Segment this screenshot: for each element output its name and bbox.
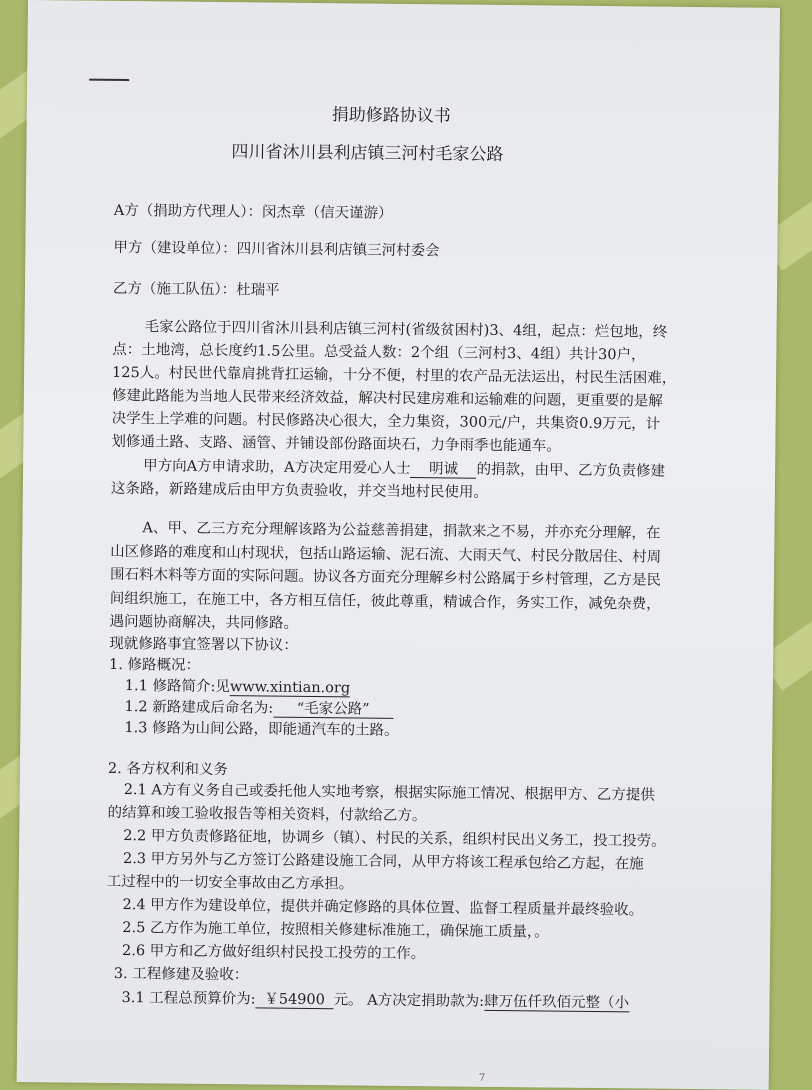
agreement-intro: 现就修路事宜签署以下协议： — [109, 635, 298, 654]
section1-2-label: 1.2 新路建成后命名为: — [124, 699, 274, 717]
section2-3-line: 2.3 甲方另外与乙方签订公路建设施工合同，从甲方将该工程承包给乙方起，在施 — [122, 851, 644, 873]
party-jia: 甲方（建设单位）：四川省沐川县利店镇三河村委会 — [113, 239, 440, 260]
para1-line: 决学生上学难的问题。村民修路决心很大，全力集资，300元/户，共集资0.9万元，计 — [111, 410, 661, 433]
doc-title: 捐助修路协议书 — [331, 105, 451, 127]
budget-label: 3.1 工程总预算价为: — [121, 990, 256, 1008]
section1-3: 1.3 修路为山间公路，即能通汽车的土路。 — [124, 720, 399, 739]
para1-line: 毛家公路位于四川省沐川县利店镇三河村(省级贫困村)3、4组，起点：烂包地，终 — [144, 319, 668, 341]
para2-post: 的捐款，由甲、乙方负责修建 — [476, 461, 666, 480]
website-link[interactable]: www.xintian.org — [229, 679, 351, 697]
budget-amount: ￥54900 — [256, 992, 334, 1008]
para2-line: 这条路，新路建成后由甲方负责验收，并交当地村民使用。 — [110, 480, 488, 501]
para2-pre: 甲方向A方申请求助，A方决定用爱心人士 — [143, 458, 411, 478]
section1-2 — [125, 700, 394, 718]
section2-3-line: 工过程中的一切安全事故由乙方承担。 — [106, 873, 354, 893]
section2-1-line: 的结算和竣工验收报告等相关资料，付款给乙方。 — [107, 804, 427, 825]
section2-2: 2.2 甲方负责修路征地，协调乡（镇）、村民的关系，组织村民出义务工，投工投劳。 — [123, 828, 666, 850]
para3-line: 围石料木料等方面的实际问题。协议各方面充分理解乡村公路属于乡村管理，乙方是民 — [109, 566, 662, 589]
section2-5: 2.5 乙方作为施工单位，按照相关修建标准施工，确保施工质量，。 — [122, 920, 549, 941]
party-yi: 乙方（施工队伍）：杜瑞平 — [112, 280, 280, 299]
donation-label: 元。 A方决定捐助款为: — [333, 992, 485, 1010]
page-mark: 7 — [478, 1072, 486, 1084]
section2-4: 2.4 甲方作为建设单位，提供并确定修路的具体位置、监督工程质量并最终验收。 — [122, 897, 644, 919]
para2-line — [143, 459, 665, 480]
para1-line: 125人。村民世代靠肩挑背扛运输，十分不便，村里的农产品无法运出，村民生活困难， — [112, 364, 677, 387]
para1-line: 划修通土路、支路、涵管、并铺设部份路面块石，力争雨季也能通车。 — [111, 433, 561, 455]
donation-amount-words: 肆万伍仟玖佰元整（小 — [483, 993, 630, 1012]
section2-title: 2. 各方权利和义务 — [107, 760, 228, 779]
para1-line: 点：土地湾，总长度约1.5公里。总受益人数：2个组（三河村3、4组）共计30户， — [112, 341, 646, 364]
section1-1 — [125, 679, 350, 697]
section1-title: 1. 修路概况： — [108, 656, 201, 674]
donor-name: 明诚 — [410, 462, 476, 478]
pen-mark — [89, 79, 129, 81]
para3-line: A、甲、乙三方充分理解该路为公益慈善捐建，捐款来之不易，并亦充分理解，在 — [142, 520, 661, 542]
section3-1 — [121, 991, 629, 1012]
para3-line: 山区修路的难度和山村现状，包括山路运输、泥石流、大雨天气、村民分散居住、村周 — [110, 543, 662, 566]
road-name: “毛家公路” — [273, 702, 393, 719]
para3-line: 遇问题协商解决，共同修路。 — [109, 613, 299, 632]
document-paper — [17, 0, 780, 1090]
doc-subtitle: 四川省沐川县利店镇三河村毛家公路 — [231, 142, 504, 165]
section1-1-label: 1.1 修路简介:见 — [124, 678, 230, 696]
section2-6: 2.6 甲方和乙方做好组织村民投工投劳的工作。 — [121, 943, 426, 963]
section3-title: 3. 工程修建及验收： — [113, 965, 249, 984]
para3-line: 间组织施工，在施工中，各方相互信任，彼此尊重，精诚合作，务实工作，减免杂费， — [109, 590, 661, 613]
section2-1-line: 2.1 A方有义务自己或委托他人实地考察，根据实际施工情况、根据甲方、乙方提供 — [123, 782, 655, 804]
para1-line: 修建此路能为当地人民带来经济效益，解决村民建房难和运输难的问题，更重要的是解 — [111, 387, 663, 410]
party-a: A方（捐助方代理人）：闵杰章（信天谨游） — [113, 202, 393, 222]
